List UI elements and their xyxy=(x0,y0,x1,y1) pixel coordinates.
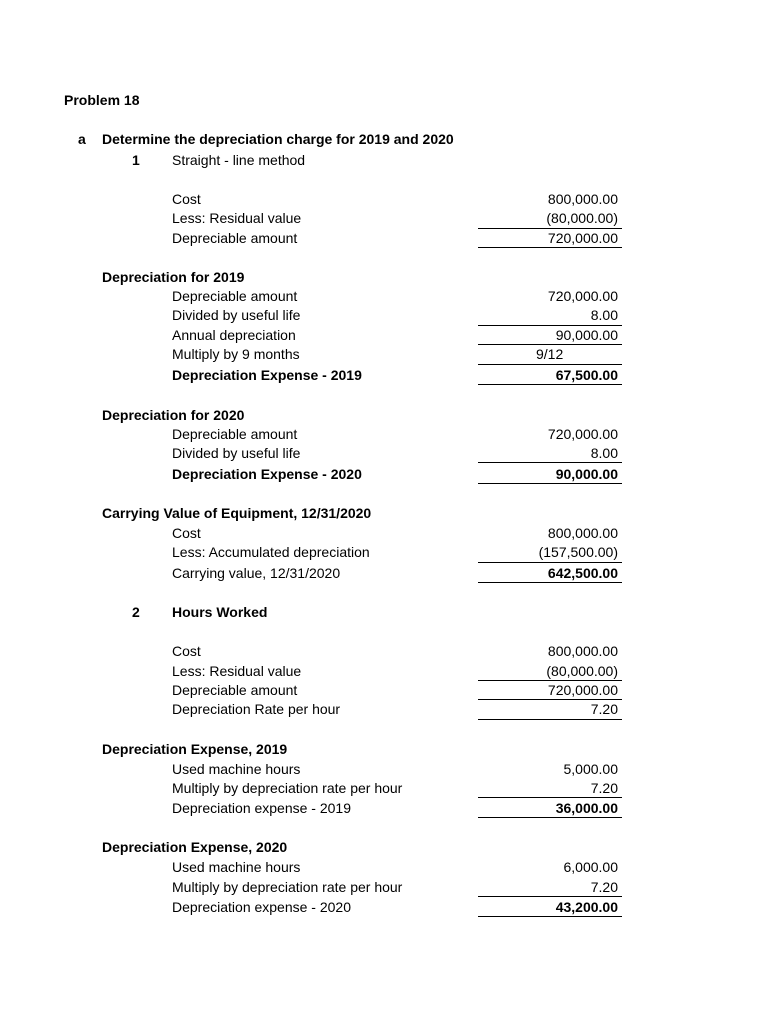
dep2019-annual-label: Annual depreciation xyxy=(172,327,296,343)
exp2020-rate-label: Multiply by depreciation rate per hour xyxy=(172,879,403,895)
m1-cost-label: Cost xyxy=(172,191,201,207)
method2-title: Hours Worked xyxy=(172,604,268,620)
dep2019-heading: Depreciation for 2019 xyxy=(102,269,245,285)
exp2020-rate-value: 7.20 xyxy=(590,879,618,895)
method2-number: 2 xyxy=(132,604,140,620)
dep2019-expense-underline xyxy=(478,384,622,385)
dep2019-expense-label: Depreciation Expense - 2019 xyxy=(172,367,362,383)
exp2019-expense-underline xyxy=(478,817,622,818)
carrying-value-underline xyxy=(478,582,622,583)
m1-cost-value: 800,000.00 xyxy=(547,191,618,207)
carrying-accum-value: (157,500.00) xyxy=(538,544,618,560)
m1-residual-value: (80,000.00) xyxy=(546,210,618,226)
exp2020-heading: Depreciation Expense, 2020 xyxy=(102,839,288,855)
carrying-value-value: 642,500.00 xyxy=(547,565,618,581)
m1-residual-label: Less: Residual value xyxy=(172,210,302,226)
exp2020-expense-value: 43,200.00 xyxy=(555,899,618,915)
carrying-cost-value: 800,000.00 xyxy=(547,525,618,541)
m1-depreciable-value: 720,000.00 xyxy=(547,230,618,246)
m2-depreciable-value: 720,000.00 xyxy=(547,682,618,698)
m2-residual-label: Less: Residual value xyxy=(172,663,302,679)
dep2019-annual-value: 90,000.00 xyxy=(555,327,618,343)
m2-rate-label: Depreciation Rate per hour xyxy=(172,701,341,717)
dep2020-depreciable-label: Depreciable amount xyxy=(172,426,298,442)
dep2019-months-underline xyxy=(478,364,622,365)
part-heading: Determine the depreciation charge for 2019 and 2020 xyxy=(102,131,454,147)
dep2019-months-value: 9/12 xyxy=(536,346,564,362)
m1-depreciable-underline xyxy=(478,247,622,248)
exp2019-hours-value: 5,000.00 xyxy=(563,761,618,777)
dep2019-months-label: Multiply by 9 months xyxy=(172,346,300,362)
exp2019-expense-label: Depreciation expense - 2019 xyxy=(172,800,352,816)
exp2019-rate-value: 7.20 xyxy=(590,780,618,796)
m2-cost-label: Cost xyxy=(172,643,201,659)
carrying-value-label: Carrying value, 12/31/2020 xyxy=(172,565,341,581)
dep2020-expense-label: Depreciation Expense - 2020 xyxy=(172,466,362,482)
m2-residual-value: (80,000.00) xyxy=(546,663,618,679)
dep2020-life-label: Divided by useful life xyxy=(172,445,301,461)
m2-cost-value: 800,000.00 xyxy=(547,643,618,659)
exp2019-hours-label: Used machine hours xyxy=(172,761,301,777)
exp2020-expense-label: Depreciation expense - 2020 xyxy=(172,899,352,915)
method1-title: Straight - line method xyxy=(172,152,306,168)
dep2019-expense-value: 67,500.00 xyxy=(555,367,618,383)
dep2020-expense-underline xyxy=(478,483,622,484)
exp2020-rate-underline xyxy=(478,896,622,897)
carrying-cost-label: Cost xyxy=(172,525,201,541)
dep2020-life-underline xyxy=(478,462,622,463)
dep2019-life-value: 8.00 xyxy=(590,307,618,323)
exp2019-rate-label: Multiply by depreciation rate per hour xyxy=(172,780,403,796)
exp2019-expense-value: 36,000.00 xyxy=(555,800,618,816)
exp2020-expense-underline xyxy=(478,916,622,917)
dep2019-depreciable-label: Depreciable amount xyxy=(172,288,298,304)
dep2020-depreciable-value: 720,000.00 xyxy=(547,426,618,442)
carrying-heading: Carrying Value of Equipment, 12/31/2020 xyxy=(102,505,372,521)
carrying-accum-label: Less: Accumulated depreciation xyxy=(172,544,370,560)
dep2020-heading: Depreciation for 2020 xyxy=(102,407,245,423)
exp2020-hours-label: Used machine hours xyxy=(172,859,301,875)
carrying-accum-underline xyxy=(478,562,622,563)
m2-depreciable-label: Depreciable amount xyxy=(172,682,298,698)
m2-rate-underline xyxy=(478,719,622,720)
m1-depreciable-label: Depreciable amount xyxy=(172,230,298,246)
exp2019-heading: Depreciation Expense, 2019 xyxy=(102,741,288,757)
problem-title: Problem 18 xyxy=(64,92,140,108)
method1-number: 1 xyxy=(132,152,140,168)
exp2019-rate-underline xyxy=(478,797,622,798)
exp2020-hours-value: 6,000.00 xyxy=(563,859,618,875)
dep2019-life-label: Divided by useful life xyxy=(172,307,301,323)
part-letter: a xyxy=(78,131,86,147)
dep2020-expense-value: 90,000.00 xyxy=(555,466,618,482)
dep2019-depreciable-value: 720,000.00 xyxy=(547,288,618,304)
m2-rate-value: 7.20 xyxy=(590,701,618,717)
dep2020-life-value: 8.00 xyxy=(590,445,618,461)
